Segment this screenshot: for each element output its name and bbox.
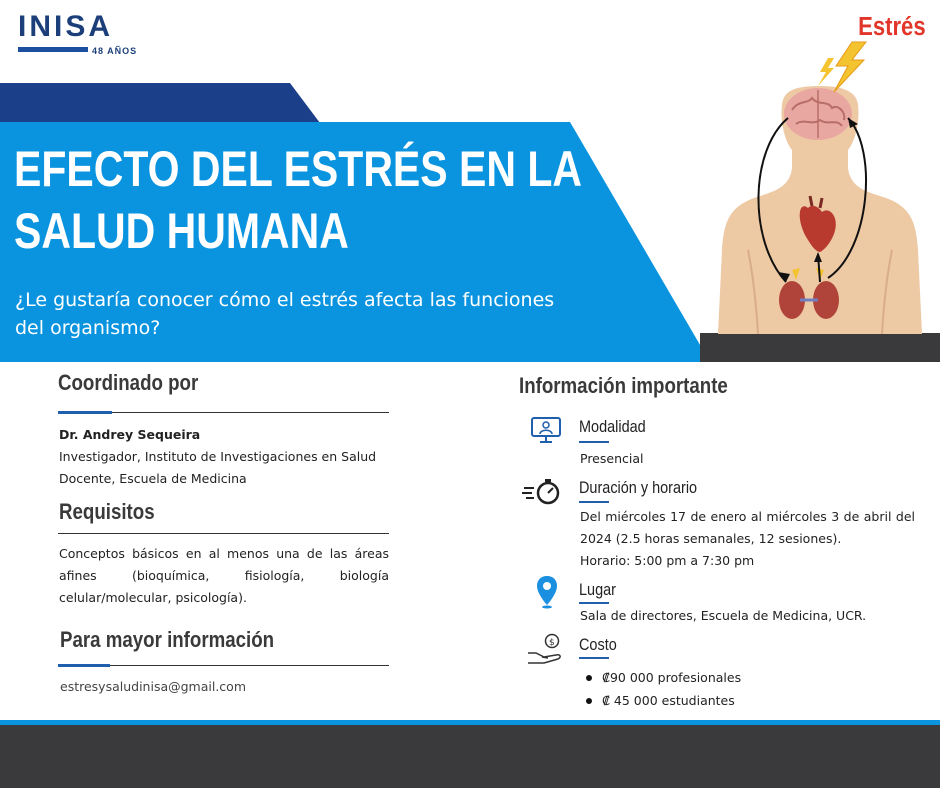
money-hand-icon [526,633,566,665]
contact-heading: Para mayor información [60,627,275,652]
cost-list [586,666,741,712]
contact-accent [58,664,110,667]
coordinator-accent [58,411,112,414]
requirements-divider [58,533,389,534]
cost-item-professionals: ₡90 000 profesionales [586,666,741,689]
inisa-logo [18,10,138,56]
schedule-label: Duración y horario [579,478,698,497]
location-accent [579,602,609,604]
footer-band [0,725,940,788]
requirements-heading: Requisitos [59,499,155,524]
location-pin-icon [536,575,558,609]
hero-gray-strip [700,333,940,362]
logo-years: 48 AÑOS [92,46,138,56]
logo-underline [18,47,88,52]
title-line-1: EFECTO DEL ESTRÉS EN LA [14,141,583,197]
coordinator-heading: Coordinado por [58,370,199,395]
brain-icon [784,88,852,140]
schedule-accent [579,501,609,503]
svg-text:$: $ [549,638,555,648]
coordinator-affiliation: Investigador, Instituto de Investigaciones en Salud Docente, Escuela de Medicina [59,449,377,486]
logo-name: INISA [18,10,114,43]
schedule-dates: Del miércoles 17 de enero al miércoles 3 de abril del 2024 (2.5 horas semanales, 12 sesiones). [580,509,915,546]
page-title [14,138,583,262]
computer-user-icon [530,416,562,446]
location-value: Sala de directores, Escuela de Medicina, UCR. [580,608,867,623]
title-line-2: SALUD HUMANA [14,203,349,259]
stress-body-illustration [700,0,940,334]
contact-email[interactable]: estresysaludinisa@gmail.com [60,679,246,694]
info-heading: Información importante [519,373,728,398]
cost-accent [579,657,609,659]
stopwatch-icon [522,476,562,506]
lightning-icon [818,42,866,92]
cost-item-students: ₡ 45 000 estudiantes [586,689,741,712]
coordinator-name: Dr. Andrey Sequeira [59,427,201,442]
cost-label: Costo [579,635,617,654]
modality-accent [579,441,609,443]
requirements-text: Conceptos básicos en al menos una de las áreas afines (bioquímica, fisiología, biología celular/molecular, psicología). [59,546,389,605]
schedule-time: Horario: 5:00 pm a 7:30 pm [580,553,755,568]
stress-label: Estrés [858,12,926,42]
modality-value: Presencial [580,451,644,466]
modality-label: Modalidad [579,417,646,436]
location-label: Lugar [579,580,616,599]
header-dark-accent [0,83,320,123]
page-subtitle: ¿Le gustaría conocer cómo el estrés afecta las funciones del organismo? [15,289,555,339]
